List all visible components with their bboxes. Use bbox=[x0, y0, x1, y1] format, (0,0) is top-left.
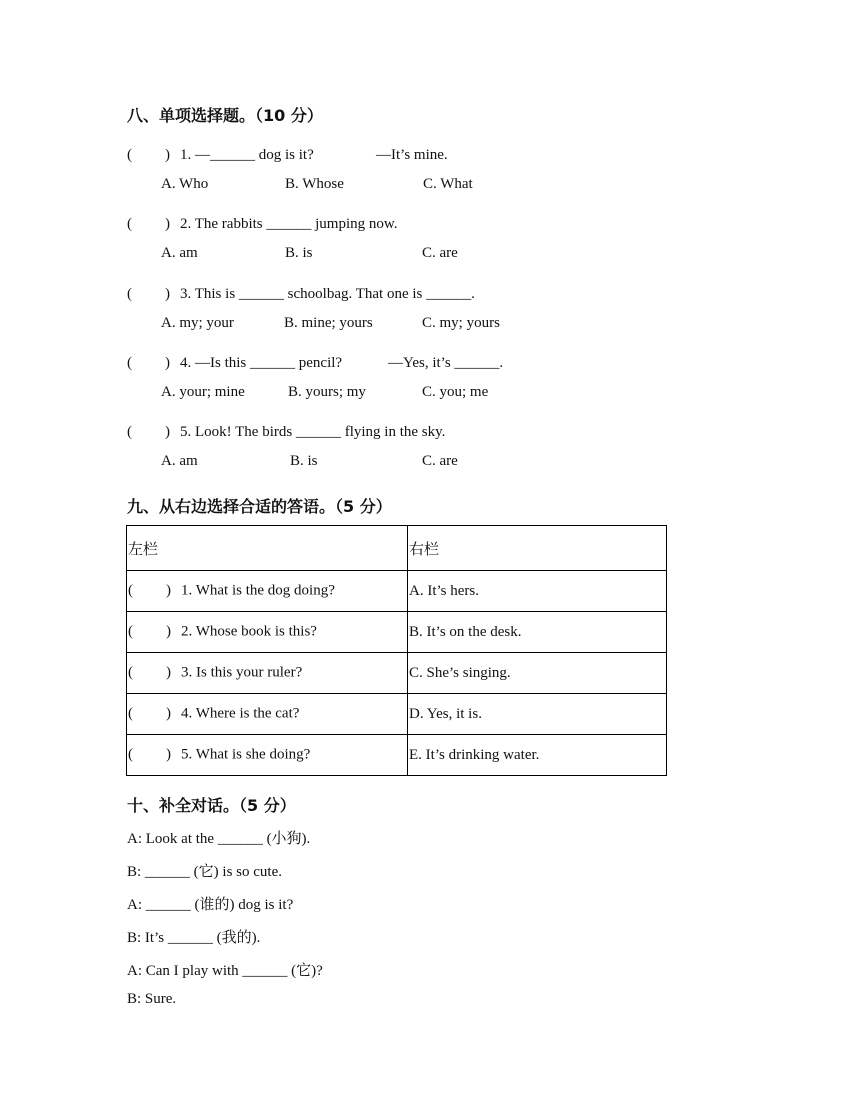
dialogue-line: A: Can I play with ______ (它)? bbox=[127, 963, 323, 979]
question-text: 5. What is she doing? bbox=[181, 746, 311, 763]
question-text: 2. The rabbits ______ jumping now. bbox=[180, 216, 398, 232]
dialogue-line: A: Look at the ______ (小狗). bbox=[127, 831, 311, 847]
option-c: C. are bbox=[422, 245, 458, 261]
right-cell: E. It’s drinking water. bbox=[408, 735, 667, 776]
option-b: B. is bbox=[290, 453, 318, 469]
right-cell: D. Yes, it is. bbox=[408, 694, 667, 735]
answer-paren-close: ) bbox=[166, 582, 171, 599]
option-c: C. you; me bbox=[422, 384, 489, 400]
answer-paren-close: ) bbox=[165, 355, 170, 371]
left-cell bbox=[127, 694, 408, 735]
question-text: 3. This is ______ schoolbag. That one is ______. bbox=[180, 286, 475, 302]
question-text: 4. Where is the cat? bbox=[181, 705, 300, 722]
table-row bbox=[127, 653, 667, 694]
answer-paren-close: ) bbox=[165, 424, 170, 440]
matching-table bbox=[126, 525, 667, 776]
option-a: A. my; your bbox=[161, 315, 234, 331]
answer-paren-open: ( bbox=[127, 424, 132, 440]
section10-heading: 十、补全对话。（5 分） bbox=[127, 796, 296, 815]
table-row bbox=[127, 694, 667, 735]
question-reply: —It’s mine. bbox=[376, 147, 448, 163]
section8-heading: 八、单项选择题。（10 分） bbox=[127, 106, 323, 125]
left-cell bbox=[127, 735, 408, 776]
option-b: B. yours; my bbox=[288, 384, 366, 400]
left-cell bbox=[127, 571, 408, 612]
question-text: 1. What is the dog doing? bbox=[181, 582, 335, 599]
right-cell: B. It’s on the desk. bbox=[408, 612, 667, 653]
option-b: B. is bbox=[285, 245, 313, 261]
answer-paren-open: ( bbox=[127, 286, 132, 302]
dialogue-line: A: ______ (谁的) dog is it? bbox=[127, 897, 294, 913]
answer-paren-open: ( bbox=[127, 147, 132, 163]
answer-paren-open: ( bbox=[127, 355, 132, 371]
dialogue-line: B: Sure. bbox=[127, 991, 177, 1007]
option-a: A. Who bbox=[161, 176, 209, 192]
answer-paren-close: ) bbox=[165, 216, 170, 232]
table-row bbox=[127, 571, 667, 612]
table-header-row bbox=[127, 526, 667, 571]
option-c: C. my; yours bbox=[422, 315, 500, 331]
option-a: A. am bbox=[161, 245, 198, 261]
left-cell bbox=[127, 612, 408, 653]
answer-paren-close: ) bbox=[165, 147, 170, 163]
answer-paren-open: ( bbox=[128, 705, 133, 722]
option-a: A. am bbox=[161, 453, 198, 469]
option-b: B. Whose bbox=[285, 176, 344, 192]
question-text: 5. Look! The birds ______ flying in the sky. bbox=[180, 424, 446, 440]
option-a: A. your; mine bbox=[161, 384, 245, 400]
question-text: 4. —Is this ______ pencil? bbox=[180, 355, 343, 371]
table-row bbox=[127, 612, 667, 653]
answer-paren-close: ) bbox=[166, 705, 171, 722]
right-cell: C. She’s singing. bbox=[408, 653, 667, 694]
answer-paren-open: ( bbox=[128, 664, 133, 681]
table-row bbox=[127, 735, 667, 776]
column-header-left: 左栏 bbox=[127, 526, 408, 571]
dialogue-line: B: ______ (它) is so cute. bbox=[127, 864, 282, 880]
option-c: C. are bbox=[422, 453, 458, 469]
question-text: 1. —______ dog is it? bbox=[180, 147, 314, 163]
answer-paren-close: ) bbox=[165, 286, 170, 302]
section9-heading: 九、从右边选择合适的答语。（5 分） bbox=[127, 497, 392, 516]
option-b: B. mine; yours bbox=[284, 315, 373, 331]
answer-paren-open: ( bbox=[128, 746, 133, 763]
question-text: 3. Is this your ruler? bbox=[181, 664, 303, 681]
column-header-right: 右栏 bbox=[408, 526, 667, 571]
left-cell bbox=[127, 653, 408, 694]
answer-paren-close: ) bbox=[166, 623, 171, 640]
option-c: C. What bbox=[423, 176, 473, 192]
answer-paren-open: ( bbox=[127, 216, 132, 232]
answer-paren-close: ) bbox=[166, 746, 171, 763]
question-reply: —Yes, it’s ______. bbox=[388, 355, 504, 371]
right-cell: A. It’s hers. bbox=[408, 571, 667, 612]
answer-paren-open: ( bbox=[128, 582, 133, 599]
answer-paren-open: ( bbox=[128, 623, 133, 640]
question-text: 2. Whose book is this? bbox=[181, 623, 317, 640]
answer-paren-close: ) bbox=[166, 664, 171, 681]
dialogue-line: B: It’s ______ (我的). bbox=[127, 930, 261, 946]
